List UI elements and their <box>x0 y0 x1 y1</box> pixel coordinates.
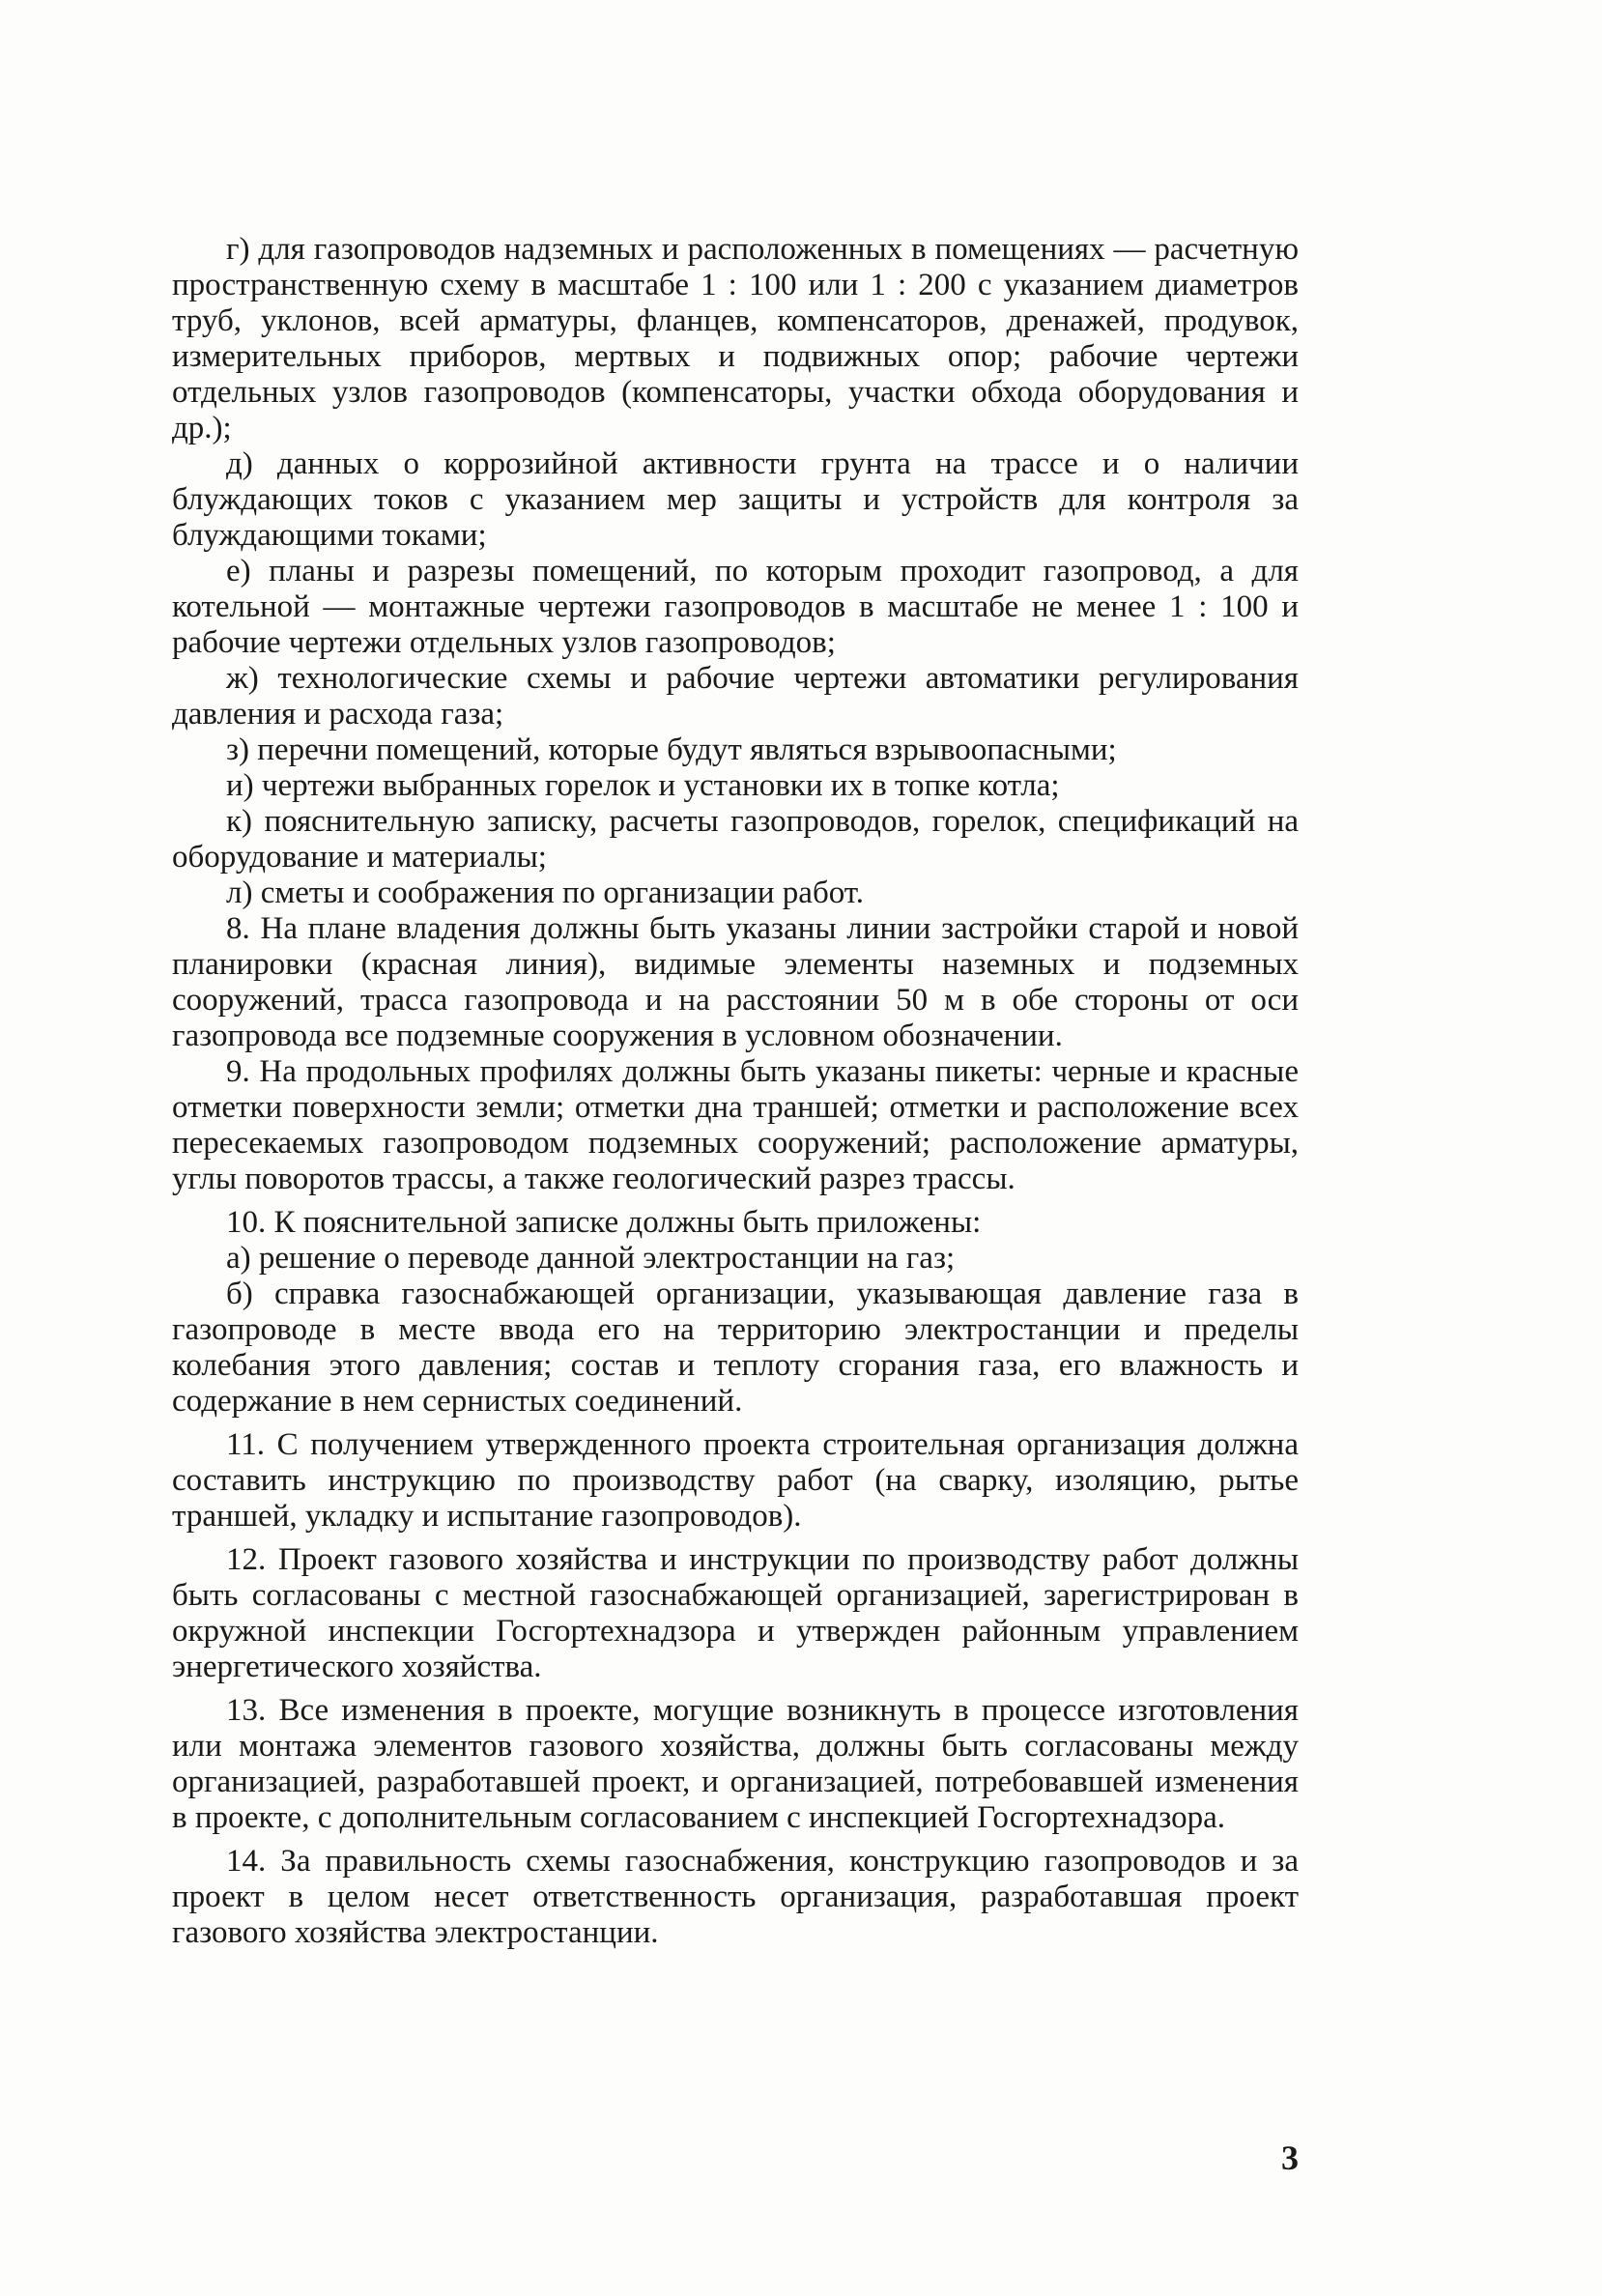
item-d-paragraph: д) данных о коррозийной активности грунта на трассе и о наличии блуждающих токов с указанием мер защиты и устройств для контроля за блуждающими токами; <box>172 446 1299 553</box>
clause-8-paragraph: 8. На плане владения должны быть указаны линии застройки старой и новой планировки (красная линия), видимые элементы наземных и подземных сооружений, трасса газопровода и на расстоянии 50 м в обе стороны от оси газопровода все подземные сооружения в условном обозначении. <box>172 911 1299 1053</box>
clause-10-item-b: б) справка газоснабжающей организации, указывающая давление газа в газопроводе в месте ввода его на территорию электростанции и пределы колебания этого давления; состав и теплоту сгорания газа, его влажность и содержание в нем сернистых соединений. <box>172 1277 1299 1419</box>
clause-9-paragraph: 9. На продольных профилях должны быть указаны пикеты: черные и красные отметки поверхности земли; отметки дна траншей; отметки и расположение всех пересекаемых газопроводом подземных сооружений; расположение арматуры, углы поворотов трассы, а также геологический разрез трассы. <box>172 1054 1299 1196</box>
item-g-paragraph: г) для газопроводов надземных и расположенных в помещениях — расчетную пространственную схему в масштабе 1 : 100 или 1 : 200 с указанием диаметров труб, уклонов, всей арматуры, фланцев, компенсаторов, дренажей, продувок, измерительных приборов, мертвых и подвижных опор; рабочие чертежи отдельных узлов газопроводов (компенсаторы, участки обхода оборудования и др.); <box>172 232 1299 445</box>
item-zh-paragraph: ж) технологические схемы и рабочие чертежи автоматики регулирования давления и расхода газа; <box>172 661 1299 732</box>
item-z-paragraph: з) перечни помещений, которые будут являться взрывоопасными; <box>226 732 1117 767</box>
clause-14-paragraph: 14. За правильность схемы газоснабжения, конструкцию газопроводов и за проект в целом несет ответственность организация, разработавшая проект газового хозяйства электростанции. <box>172 1844 1299 1950</box>
item-e-paragraph: е) планы и разрезы помещений, по которым проходит газопровод, а для котельной — монтажные чертежи газопроводов в масштабе не менее 1 : 100 и рабочие чертежи отдельных узлов газопроводов; <box>172 554 1299 660</box>
clause-10-item-a: а) решение о переводе данной электростанции на газ; <box>226 1241 956 1276</box>
item-k-paragraph: к) пояснительную записку, расчеты газопроводов, горелок, спецификаций на оборудование и материалы; <box>172 804 1299 875</box>
body-text <box>172 232 1299 1951</box>
clause-12-paragraph: 12. Проект газового хозяйства и инструкции по производству работ должны быть согласованы с местной газоснабжающей организацией, зарегистрирован в окружной инспекции Госгортехнадзора и утвержден районным управлением энергетического хозяйства. <box>172 1542 1299 1684</box>
item-i-paragraph: и) чертежи выбранных горелок и установки их в топке котла; <box>226 768 1060 803</box>
clause-11-paragraph: 11. С получением утвержденного проекта строительная организация должна составить инструкцию по производству работ (на сварку, изоляцию, рытье траншей, укладку и испытание газопроводов). <box>172 1427 1299 1534</box>
page-number: 3 <box>1281 2138 1299 2177</box>
clause-13-paragraph: 13. Все изменения в проекте, могущие возникнуть в процессе изготовления или монтажа элементов газового хозяйства, должны быть согласованы между организацией, разработавшей проект, и организацией, потребовавшей изменения в проекте, с дополнительным согласованием с инспекцией Госгортехнадзора. <box>172 1693 1299 1835</box>
item-l-paragraph: л) сметы и соображения по организации работ. <box>226 875 864 910</box>
clause-10-paragraph: 10. К пояснительной записке должны быть приложены: <box>226 1205 982 1240</box>
